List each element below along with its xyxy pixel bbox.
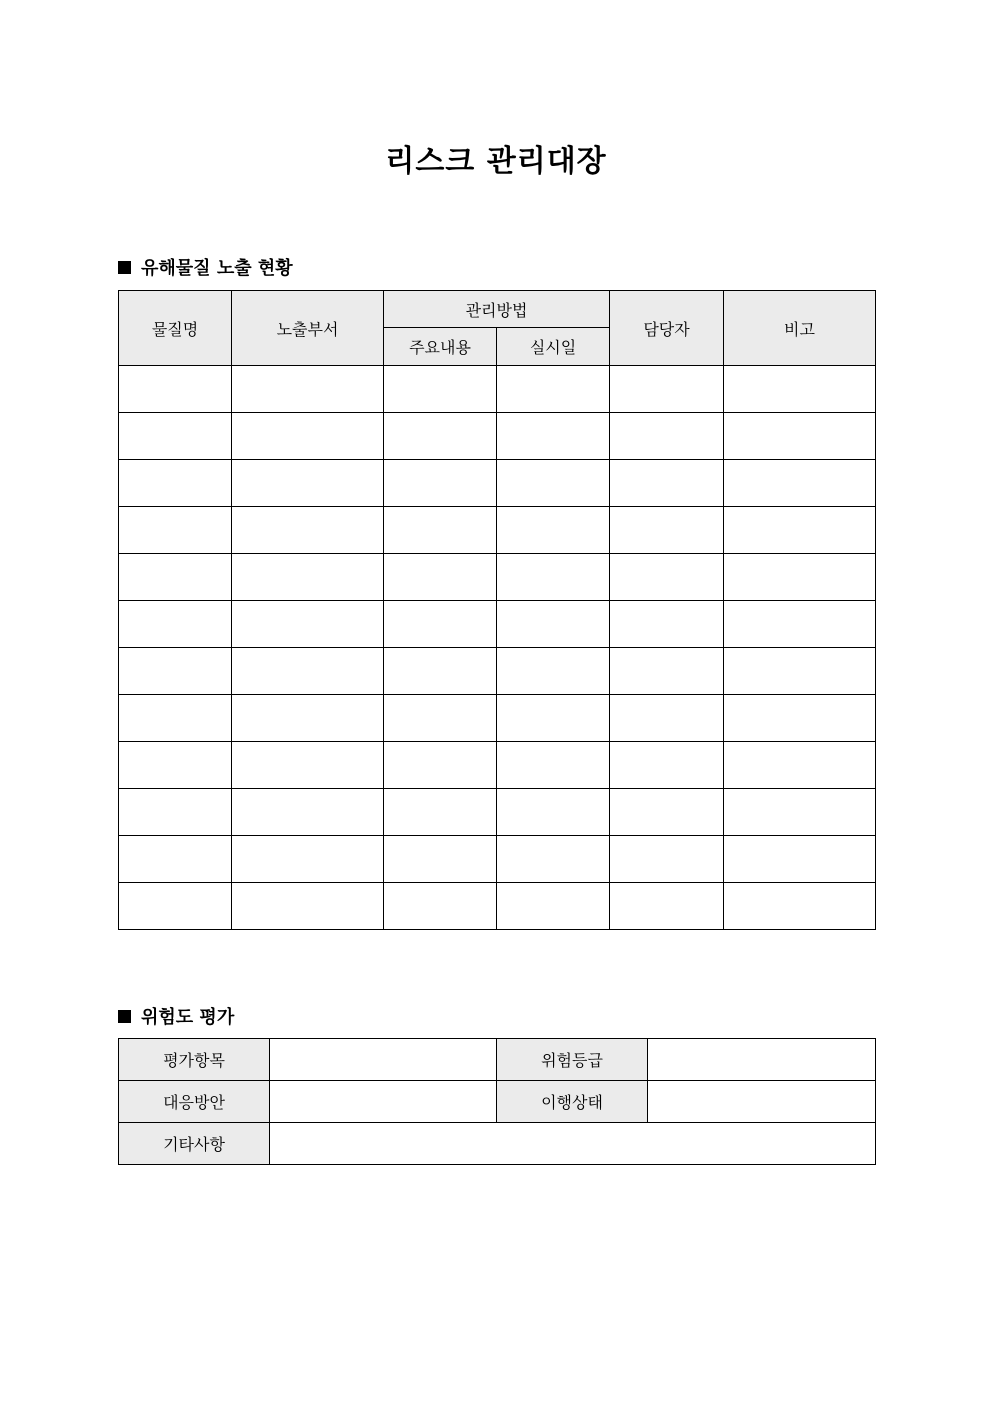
- cell-manager[interactable]: [610, 601, 724, 648]
- table-row: [119, 413, 876, 460]
- cell-substance[interactable]: [119, 554, 232, 601]
- cell-main-content[interactable]: [384, 413, 497, 460]
- table-row: [119, 460, 876, 507]
- cell-department[interactable]: [232, 460, 384, 507]
- field-grade[interactable]: [648, 1039, 876, 1081]
- cell-remarks[interactable]: [724, 695, 876, 742]
- cell-manager[interactable]: [610, 742, 724, 789]
- cell-manager[interactable]: [610, 460, 724, 507]
- cell-remarks[interactable]: [724, 601, 876, 648]
- table-row: [119, 695, 876, 742]
- table-row: [119, 836, 876, 883]
- table-row: [119, 601, 876, 648]
- cell-substance[interactable]: [119, 883, 232, 930]
- square-bullet-icon: [118, 1010, 131, 1023]
- cell-main-content[interactable]: [384, 507, 497, 554]
- cell-remarks[interactable]: [724, 883, 876, 930]
- cell-remarks[interactable]: [724, 413, 876, 460]
- cell-manager[interactable]: [610, 648, 724, 695]
- cell-date[interactable]: [497, 883, 610, 930]
- cell-department[interactable]: [232, 601, 384, 648]
- cell-date[interactable]: [497, 460, 610, 507]
- page-title: 리스크 관리대장: [385, 144, 607, 179]
- field-other[interactable]: [270, 1123, 876, 1165]
- cell-date[interactable]: [497, 601, 610, 648]
- cell-main-content[interactable]: [384, 789, 497, 836]
- cell-main-content[interactable]: [384, 460, 497, 507]
- cell-date[interactable]: [497, 742, 610, 789]
- header-remarks: 비고: [724, 291, 876, 366]
- cell-department[interactable]: [232, 554, 384, 601]
- cell-substance[interactable]: [119, 460, 232, 507]
- table-row: [119, 742, 876, 789]
- cell-remarks[interactable]: [724, 366, 876, 413]
- header-department: 노출부서: [232, 291, 384, 366]
- field-measure[interactable]: [270, 1081, 497, 1123]
- header-date: 실시일: [497, 328, 610, 366]
- cell-manager[interactable]: [610, 883, 724, 930]
- cell-department[interactable]: [232, 695, 384, 742]
- field-status[interactable]: [648, 1081, 876, 1123]
- cell-remarks[interactable]: [724, 742, 876, 789]
- cell-department[interactable]: [232, 883, 384, 930]
- table-row: [119, 507, 876, 554]
- cell-substance[interactable]: [119, 601, 232, 648]
- cell-remarks[interactable]: [724, 507, 876, 554]
- cell-remarks[interactable]: [724, 648, 876, 695]
- exposure-table: [118, 290, 876, 930]
- cell-manager[interactable]: [610, 507, 724, 554]
- cell-date[interactable]: [497, 789, 610, 836]
- cell-department[interactable]: [232, 507, 384, 554]
- cell-remarks[interactable]: [724, 460, 876, 507]
- header-manager: 담당자: [610, 291, 724, 366]
- table-row: [119, 648, 876, 695]
- cell-main-content[interactable]: [384, 836, 497, 883]
- section-heading-exposure: [118, 254, 293, 280]
- cell-substance[interactable]: [119, 695, 232, 742]
- header-main-content: 주요내용: [384, 328, 497, 366]
- cell-date[interactable]: [497, 836, 610, 883]
- cell-remarks[interactable]: [724, 554, 876, 601]
- cell-date[interactable]: [497, 554, 610, 601]
- cell-manager[interactable]: [610, 554, 724, 601]
- cell-department[interactable]: [232, 836, 384, 883]
- cell-substance[interactable]: [119, 413, 232, 460]
- cell-substance[interactable]: [119, 789, 232, 836]
- cell-department[interactable]: [232, 413, 384, 460]
- cell-manager[interactable]: [610, 695, 724, 742]
- cell-main-content[interactable]: [384, 695, 497, 742]
- cell-department[interactable]: [232, 366, 384, 413]
- square-bullet-icon: [118, 261, 131, 274]
- cell-main-content[interactable]: [384, 648, 497, 695]
- cell-main-content[interactable]: [384, 554, 497, 601]
- cell-main-content[interactable]: [384, 366, 497, 413]
- cell-main-content[interactable]: [384, 601, 497, 648]
- cell-main-content[interactable]: [384, 742, 497, 789]
- cell-manager[interactable]: [610, 836, 724, 883]
- section-heading-text: 유해물질 노출 현황: [141, 258, 293, 279]
- table-row: [119, 883, 876, 930]
- table-row: [119, 789, 876, 836]
- cell-substance[interactable]: [119, 366, 232, 413]
- risk-assessment-table: [118, 1038, 876, 1165]
- cell-date[interactable]: [497, 648, 610, 695]
- cell-main-content[interactable]: [384, 883, 497, 930]
- cell-remarks[interactable]: [724, 836, 876, 883]
- cell-manager[interactable]: [610, 413, 724, 460]
- section-heading-risk: [118, 1003, 234, 1029]
- cell-substance[interactable]: [119, 742, 232, 789]
- cell-department[interactable]: [232, 742, 384, 789]
- label-other: 기타사항: [119, 1123, 270, 1165]
- cell-manager[interactable]: [610, 789, 724, 836]
- field-item[interactable]: [270, 1039, 497, 1081]
- cell-manager[interactable]: [610, 366, 724, 413]
- label-item: 평가항목: [119, 1039, 270, 1081]
- cell-substance[interactable]: [119, 507, 232, 554]
- cell-remarks[interactable]: [724, 789, 876, 836]
- section-heading-text: 위험도 평가: [141, 1007, 235, 1028]
- cell-date[interactable]: [497, 366, 610, 413]
- header-management: 관리방법: [384, 291, 610, 328]
- label-measure: 대응방안: [119, 1081, 270, 1123]
- table-row: [119, 366, 876, 413]
- cell-substance[interactable]: [119, 836, 232, 883]
- cell-date[interactable]: [497, 695, 610, 742]
- cell-substance[interactable]: [119, 648, 232, 695]
- table-row: [119, 554, 876, 601]
- label-grade: 위험등급: [497, 1039, 648, 1081]
- cell-department[interactable]: [232, 648, 384, 695]
- cell-date[interactable]: [497, 413, 610, 460]
- cell-date[interactable]: [497, 507, 610, 554]
- exposure-table-body: [119, 366, 876, 930]
- cell-department[interactable]: [232, 789, 384, 836]
- label-status: 이행상태: [497, 1081, 648, 1123]
- header-substance: 물질명: [119, 291, 232, 366]
